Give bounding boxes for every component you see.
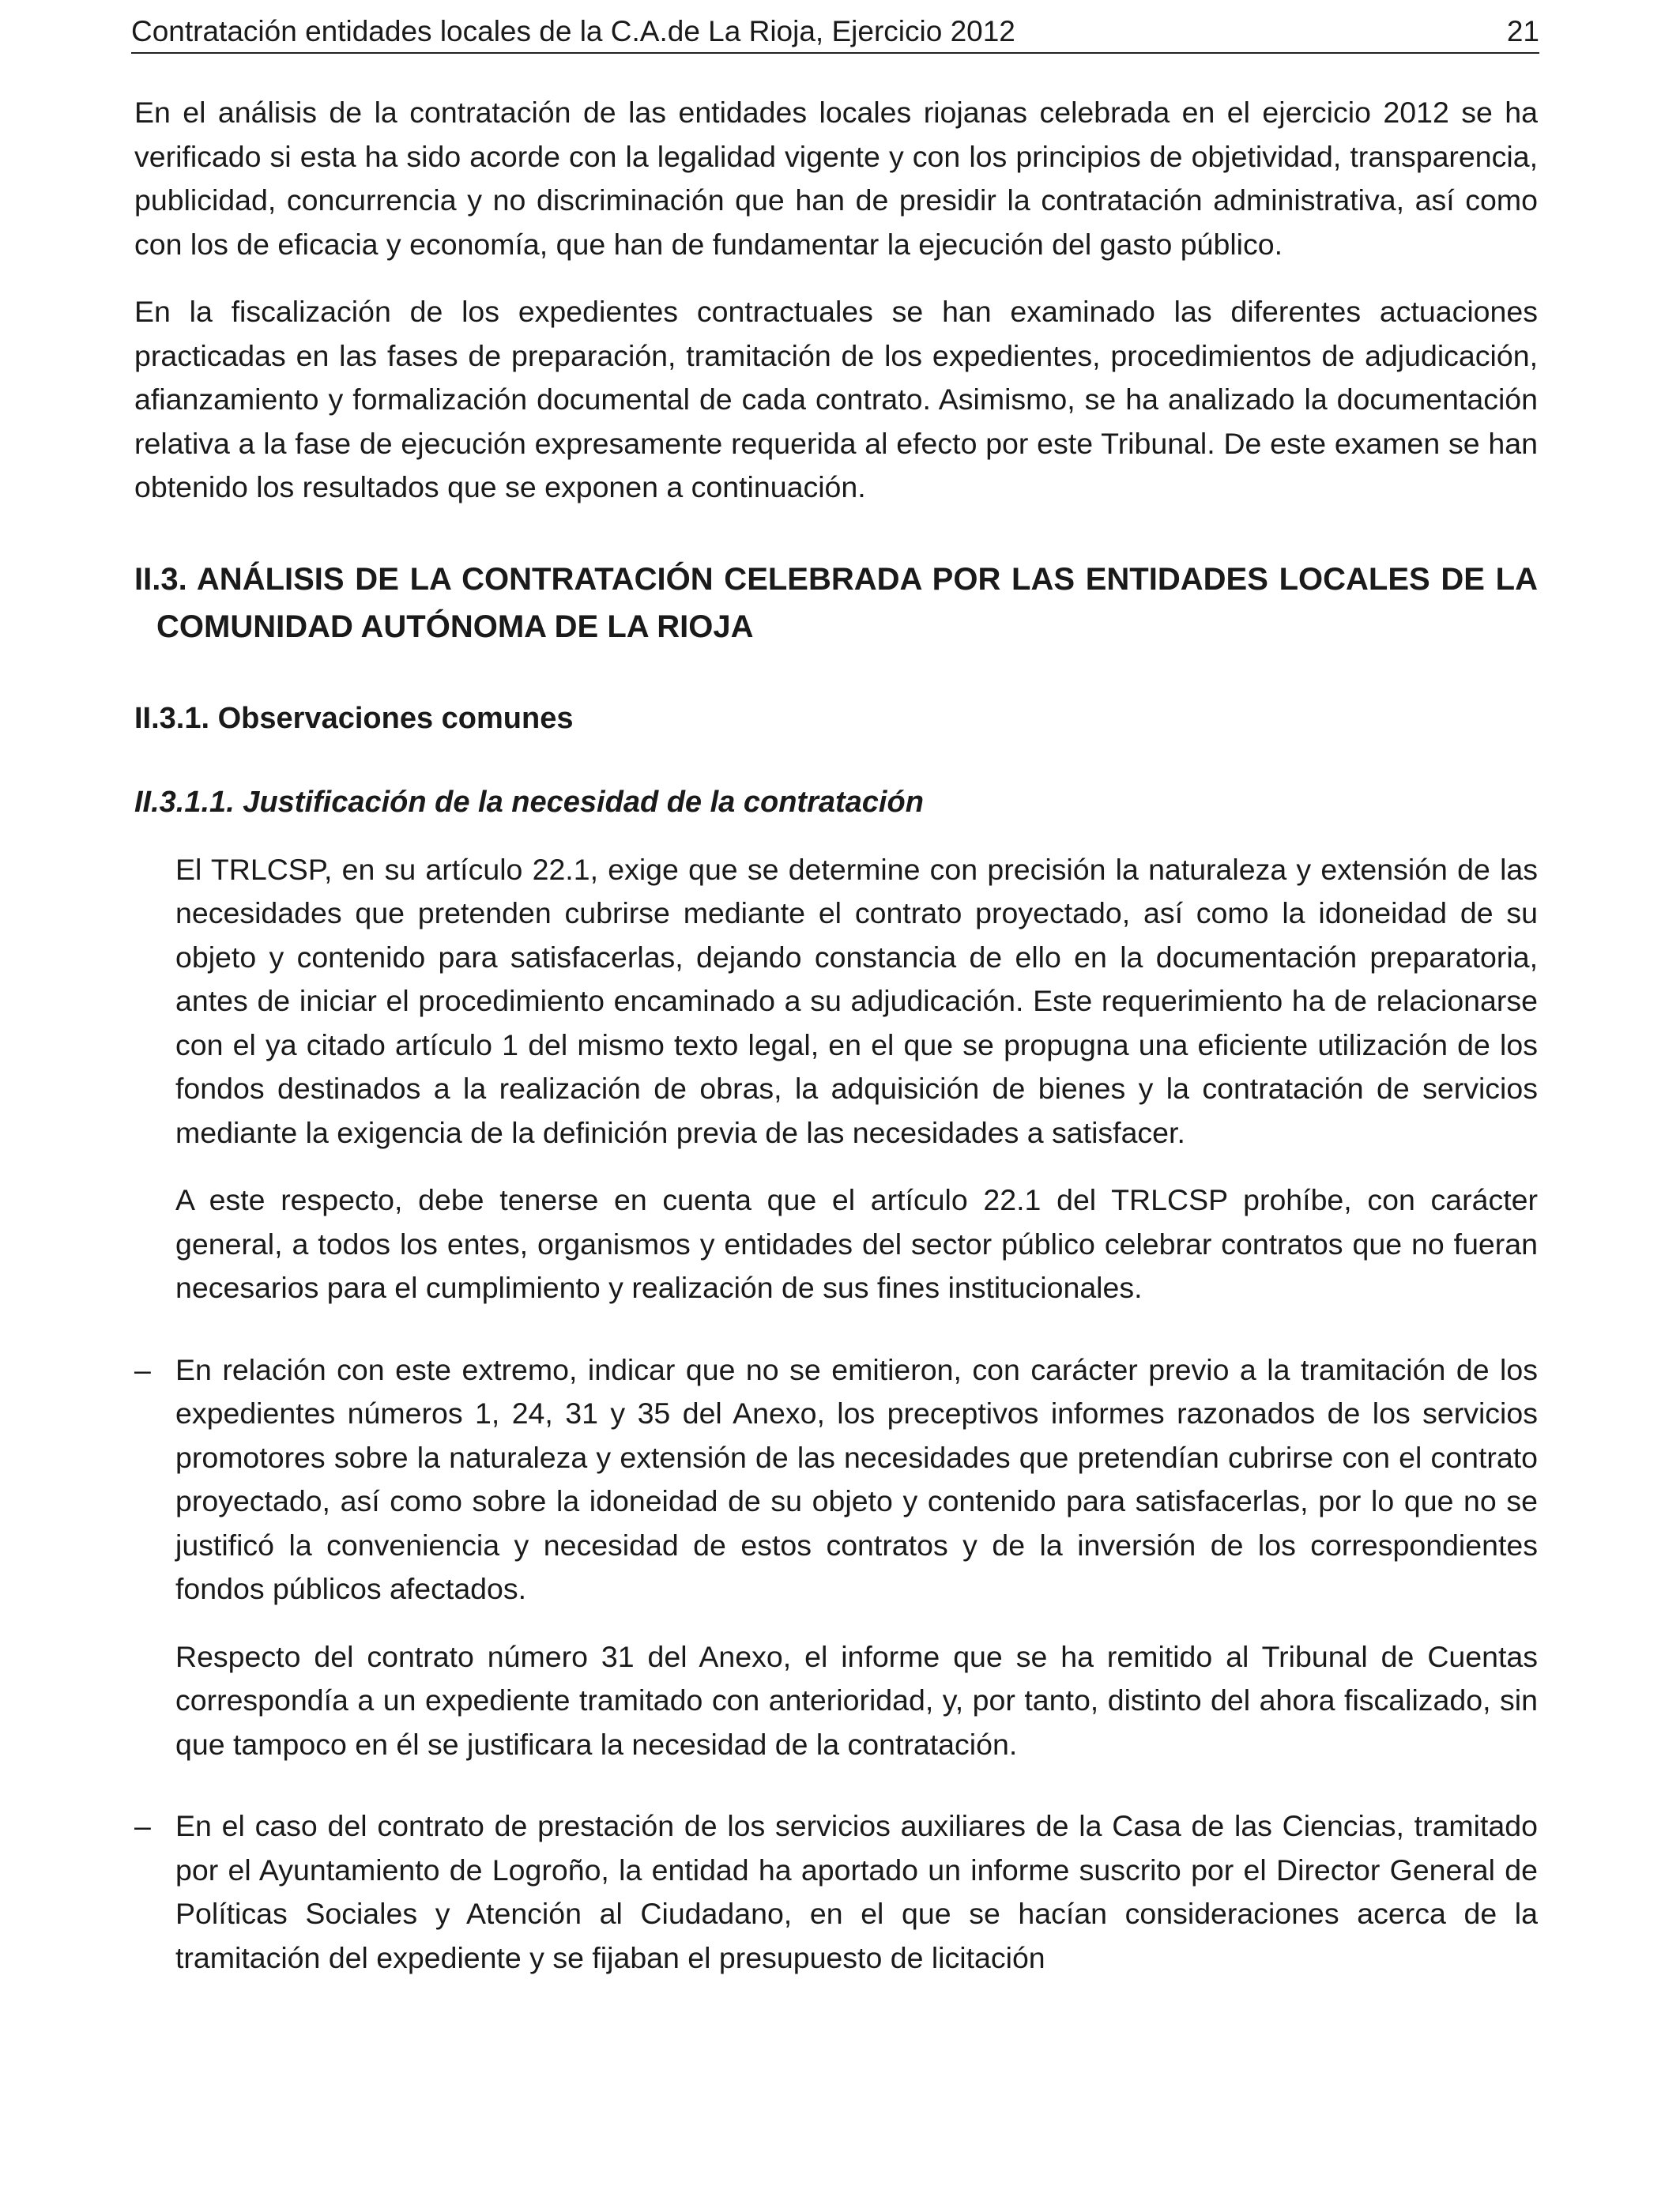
- list-item: [134, 1348, 1538, 1612]
- list-item-text-2: En el caso del contrato de prestación de los servicios auxiliares de la Casa de las Ciencias, tramitado por el Ayuntamiento de Logroño, la entidad ha aportado un informe suscrito por el Director General de Políticas Sociales y Atención al Ciudadano, en el que se hacían consideraciones acerca de la tramitación del expediente y se fijaban el presupuesto de licitación: [175, 1809, 1538, 1974]
- intro-paragraph-1: En el análisis de la contratación de las entidades locales riojanas celebrada en el ejercicio 2012 se ha verificado si esta ha sido acorde con la legalidad vigente y con los principios de objetividad, transparencia, publicidad, concurrencia y no discriminación que han de presidir la contratación administrativa, así como con los de eficacia y economía, que han de fundamentar la ejecución del gasto público.: [134, 96, 1538, 261]
- page-number: 21: [1506, 15, 1539, 47]
- header-title: Contratación entidades locales de la C.A.de La Rioja, Ejercicio 2012: [131, 15, 1015, 47]
- document-body: [134, 91, 1538, 1980]
- subsubsection-heading: II.3.1.1. Justificación de la necesidad de la contratación: [134, 785, 924, 819]
- bullet-dash: –: [134, 1809, 151, 1842]
- list-item-text-1: En relación con este extremo, indicar que no se emitieron, con carácter previo a la tramitación de los expedientes números 1, 24, 31 y 35 del Anexo, los preceptivos informes razonados de los servicios promotores sobre la naturaleza y extensión de las necesidades que pretendían cubrirse con el contrato proyectado, así como sobre la idoneidad de su objeto y contenido para satisfacerlas, por lo que no se justificó la conveniencia y necesidad de estos contratos y de la inversión de los correspondientes fondos públicos afectados.: [175, 1352, 1538, 1605]
- section-heading: II.3. ANÁLISIS DE LA CONTRATACIÓN CELEBRADA POR LAS ENTIDADES LOCALES DE LA COMUNIDAD AUTÓNOMA DE LA RIOJA: [134, 561, 1538, 644]
- list-item: [134, 1804, 1538, 1980]
- page-header: [131, 11, 1539, 54]
- body-paragraph-3: Respecto del contrato número 31 del Anexo, el informe que se ha remitido al Tribunal de Cuentas correspondía a un expediente tramitado con anterioridad, y, por tanto, distinto del ahora fiscalizado, sin que tampoco en él se justificara la necesidad de la contratación.: [175, 1639, 1538, 1761]
- bullet-dash: –: [134, 1352, 151, 1386]
- body-paragraph-1: El TRLCSP, en su artículo 22.1, exige que se determine con precisión la naturaleza y extensión de las necesidades que pretenden cubrirse mediante el contrato proyectado, así como la idoneidad de su objeto y contenido para satisfacerlas, dejando constancia de ello en la documentación preparatoria, antes de iniciar el procedimiento encaminado a su adjudicación. Este requerimiento ha de relacionarse con el ya citado artículo 1 del mismo texto legal, en el que se propugna una eficiente utilización de los fondos destinados a la realización de obras, la adquisición de bienes y la contratación de servicios mediante la exigencia de la definición previa de las necesidades a satisfacer.: [175, 852, 1538, 1149]
- intro-paragraph-2: En la fiscalización de los expedientes contractuales se han examinado las diferentes actuaciones practicadas en las fases de preparación, tramitación de los expedientes, procedimientos de adjudicación, afianzamiento y formalización documental de cada contrato. Asimismo, se ha analizado la documentación relativa a la fase de ejecución expresamente requerida al efecto por este Tribunal. De este examen se han obtenido los resultados que se exponen a continuación.: [134, 295, 1538, 503]
- subsection-heading: II.3.1. Observaciones comunes: [134, 701, 574, 735]
- body-paragraph-2: A este respecto, debe tenerse en cuenta que el artículo 22.1 del TRLCSP prohíbe, con carácter general, a todos los entes, organismos y entidades del sector público celebrar contratos que no fueran necesarios para el cumplimiento y realización de sus fines institucionales.: [175, 1183, 1538, 1304]
